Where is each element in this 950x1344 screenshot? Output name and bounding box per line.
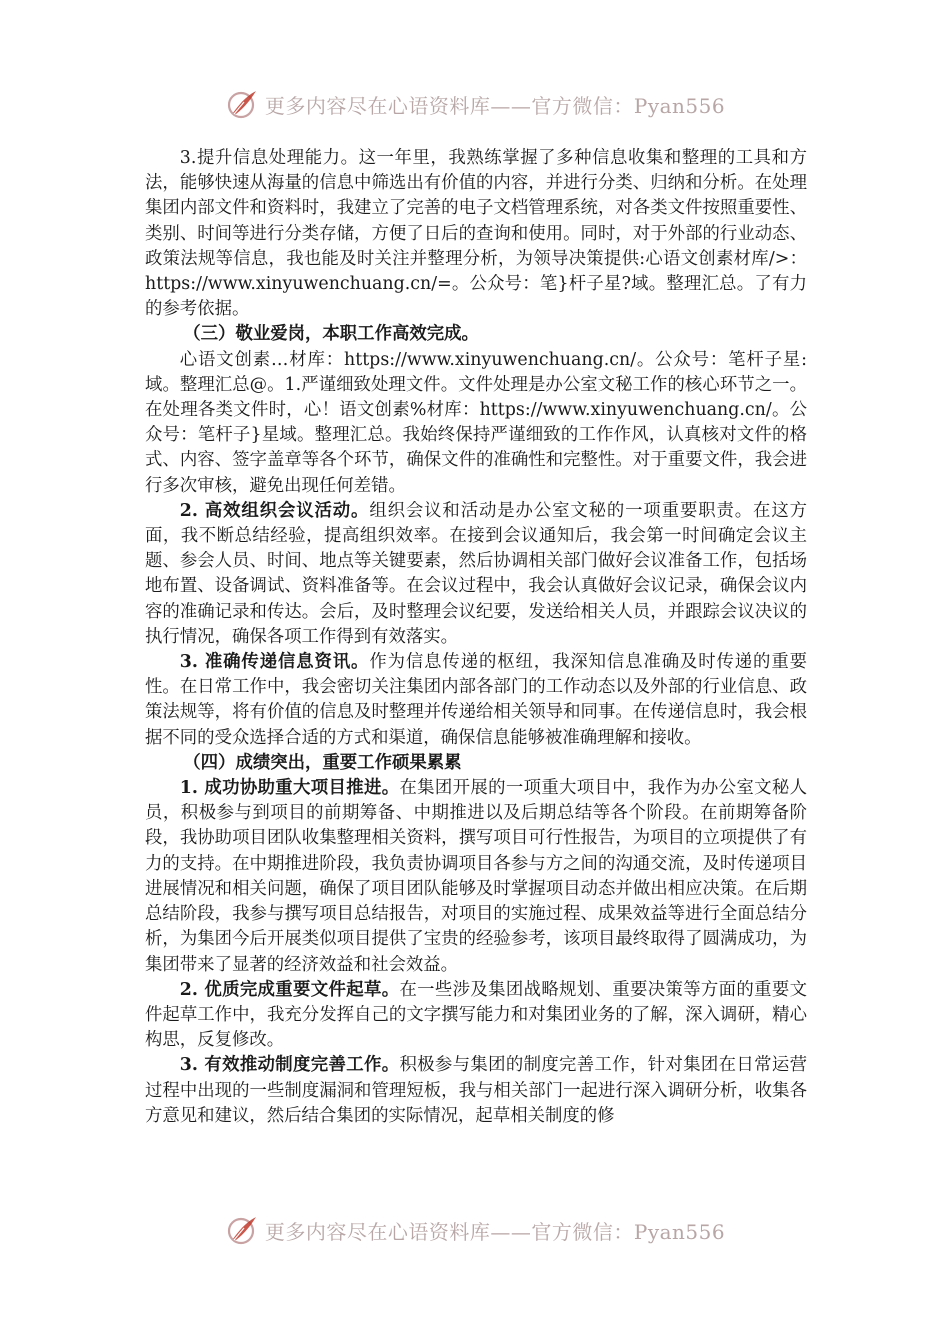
header-watermark [0,84,950,124]
document-body [145,146,807,1129]
footer-watermark [0,1210,950,1250]
paragraph: 1. 成功协助重大项目推进。在集团开展的一项重大项目中，我作为办公室文秘人员，积极参与到项目的前期筹备、中期推进以及后期总结等各个阶段。在前期筹备阶段，我协助项目团队收集整理相关资料，撰写项目可行性报告，为项目的立项提供了有力的支持。在中期推进阶段，我负责协调项目各参与方之间的沟通交流，及时传递项目进展情况和相关问题，确保了项目团队能够及时掌握项目动态并做出相应决策。在后期总结阶段，我参与撰写项目总结报告，对项目的实施过程、成果效益等进行全面总结分析，为集团今后开展类似项目提供了宝贵的经验参考，该项目最终取得了圆满成功，为集团带来了显著的经济效益和社会效益。 [145,778,807,975]
paragraph: 2. 优质完成重要文件起草。在一些涉及集团战略规划、重要决策等方面的重要文件起草工作中，我充分发挥自己的文字撰写能力和对集团业务的了解，深入调研，精心构思，反复修改。 [145,979,807,1051]
paragraph: 3.提升信息处理能力。这一年里，我熟练掌握了多种信息收集和整理的工具和方法，能够快速从海量的信息中筛选出有价值的内容，并进行分类、归纳和分析。在处理集团内部文件和资料时，我建立了完善的电子文档管理系统，对各类文件按照重要性、类别、时间等进行分类存储，方便了日后的查询和使用。同时，对于外部的行业动态、政策法规等信息，我也能及时关注并整理分析，为领导决策提供:心语文创素材库/>：https://www.xinyuwenchuang.cn/=。公众号：笔}杆子星?域。整理汇总。了有力的参考依据。 [145,148,807,320]
section-heading: （三）敬业爱岗，本职工作高效完成。 [183,324,479,345]
paragraph: 2. 高效组织会议活动。组织会议和活动是办公室文秘的一项重要职责。在这方面，我不断总结经验，提高组织效率。在接到会议通知后，我会第一时间确定会议主题、参会人员、时间、地点等关键要素，然后协调相关部门做好会议准备工作，包括场地布置、设备调试、资料准备等。在会议过程中，我会认真做好会议记录，确保会议内容的准确记录和传达。会后，及时整理会议纪要，发送给相关人员，并跟踪会议决议的执行情况，确保各项工作得到有效落实。 [145,500,807,647]
header-watermark-text: 更多内容尽在心语资料库——官方微信：Pyan556 [264,93,726,118]
paragraph: 心语文创素…材库：https://www.xinyuwenchuang.cn/。公众号：笔杆子星:域。整理汇总@。1.严谨细致处理文件。文件处理是办公室文秘工作的核心环节之一。在处理各类文件时，心！语文创素%材库：https://www.xinyuwenchuang.cn/。公众号：笔杆子}星域。整理汇总。我始终保持严谨细致的工作作风，认真核对文件的格式、内容、签字盖章等各个环节，确保文件的准确性和完整性。对于重要文件，我会进行多次审核，避免出现任何差错。 [145,349,807,496]
footer-watermark-text: 更多内容尽在心语资料库——官方微信：Pyan556 [264,1219,726,1244]
quill-logo-icon [225,87,259,121]
section-heading: （四）成绩突出，重要工作硕果累累 [183,752,462,773]
paragraph: 3. 有效推动制度完善工作。积极参与集团的制度完善工作，针对集团在日常运营过程中出现的一些制度漏洞和管理短板，我与相关部门一起进行深入调研分析，收集各方意见和建议，然后结合集团的实际情况，起草相关制度的修 [145,1055,807,1126]
paragraph: 3. 准确传递信息资讯。作为信息传递的枢纽，我深知信息准确及时传递的重要性。在日常工作中，我会密切关注集团内部各部门的工作动态以及外部的行业信息、政策法规等，将有价值的信息及时整理并传递给相关领导和同事。在传递信息时，我会根据不同的受众选择合适的方式和渠道，确保信息能够被准确理解和接收。 [145,652,807,748]
quill-logo-icon [225,1213,259,1247]
